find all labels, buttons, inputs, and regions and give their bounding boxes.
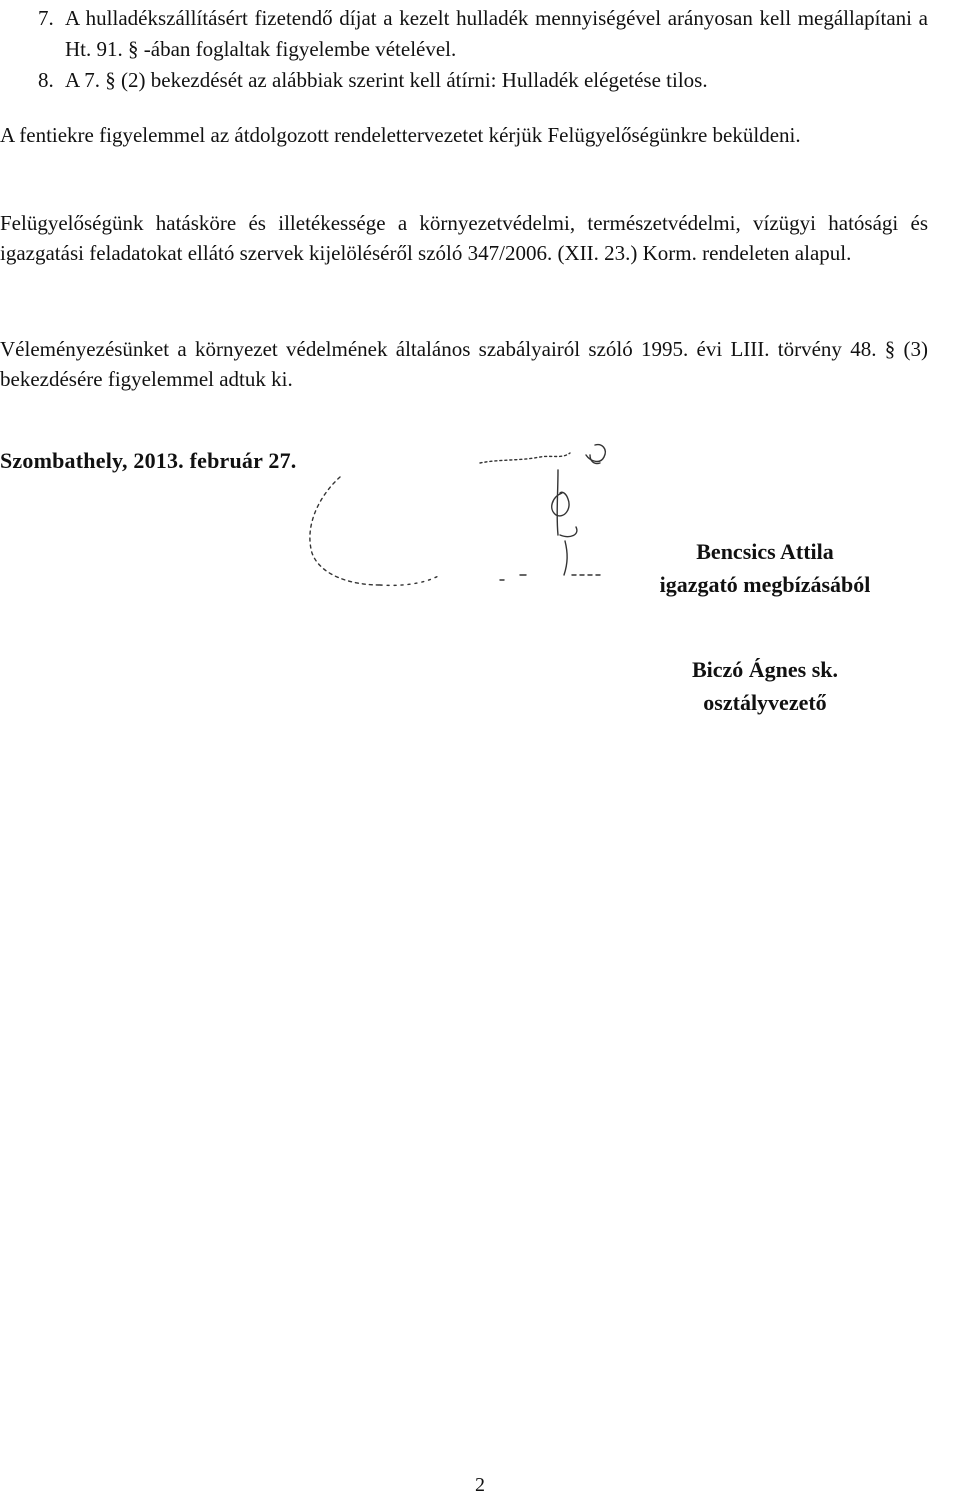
paragraph-request: A fentiekre figyelemmel az átdolgozott rendelettervezetet kérjük Felügyelőségünkre beküldeni. [0,123,801,147]
signer-block [640,535,890,601]
second-signer-name: Biczó Ágnes sk. [691,657,839,682]
list-item-text: A 7. § (2) bekezdését az alábbiak szerint kell átírni: Hulladék elégetése tilos. [65,68,708,92]
list-item [38,3,928,65]
second-signer-role: osztályvezető [703,690,827,715]
page-number: 2 [475,1474,485,1496]
list-item-number: 8. [38,68,54,92]
numbered-list [38,3,928,96]
list-item-number: 7. [38,6,54,30]
paragraph-competence: Felügyelőségünk hatásköre és illetékessége a környezetvédelmi, természetvédelmi, vízügyi hatósági és igazgatási feladatokat ellátó szervek kijelöléséről szóló 347/2006. (XII. 23.) Korm. rendeleten alapul. [0,211,928,265]
signer-role: igazgató megbízásából [659,572,871,597]
second-signer-block [640,653,890,719]
handwritten-signature [290,435,650,605]
list-item [38,65,928,96]
signer-name: Bencsics Attila [696,539,834,564]
list-item-text: A hulladékszállításért fizetendő díjat a kezelt hulladék mennyiségével arányosan kell megállapítani a Ht. 91. § -ában foglaltak figyelembe vételével. [65,6,928,61]
paragraph-legal-basis: Véleményezésünket a környezet védelmének általános szabályairól szóló 1995. évi LIII. törvény 48. § (3) bekezdésére figyelemmel adtuk ki. [0,337,928,391]
place-and-date: Szombathely, 2013. február 27. [0,448,297,473]
